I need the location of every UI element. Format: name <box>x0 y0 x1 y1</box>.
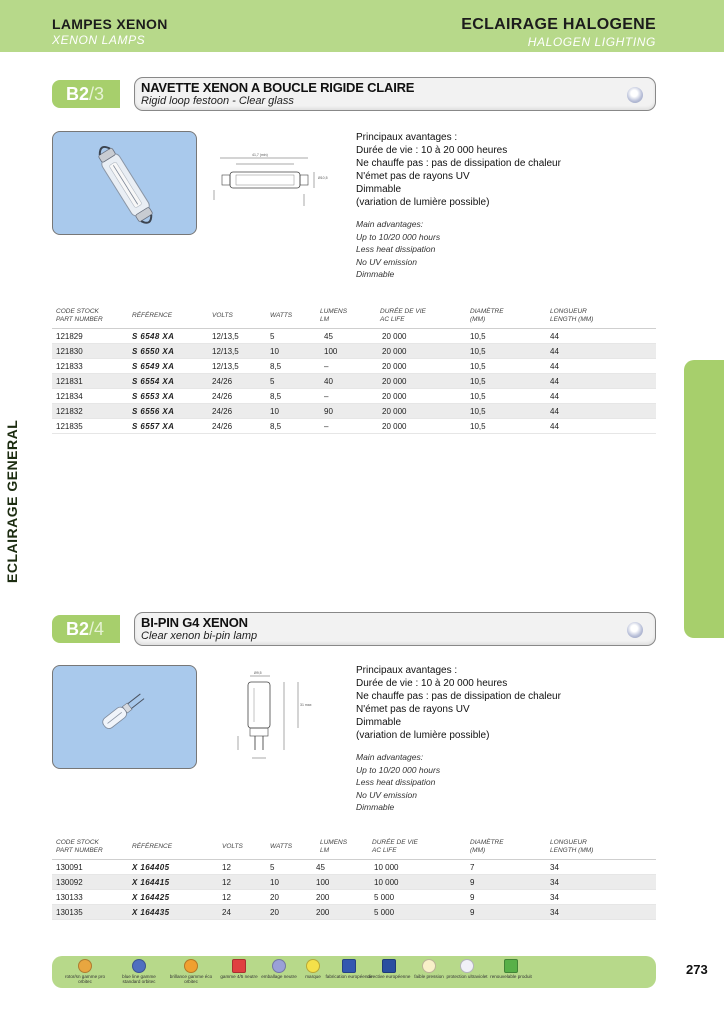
col-code-stock <box>56 308 103 324</box>
table-cell: 44 <box>550 422 559 431</box>
feature-fr: N'émet pas de rayons UV <box>356 171 470 182</box>
table-cell: 12/13,5 <box>212 347 239 356</box>
feature-en: Dimmable <box>356 269 395 279</box>
table-cell: X 164415 <box>132 878 170 887</box>
table-cell: 130092 <box>56 878 83 887</box>
features-en <box>356 218 561 281</box>
col-mm-label: (MM) <box>470 316 486 323</box>
section-code <box>52 80 120 108</box>
brand-icon <box>306 959 320 973</box>
table-cell: 10,5 <box>470 392 486 401</box>
col-longueur-label: LONGUEUR <box>550 308 587 315</box>
table-cell: 10,5 <box>470 347 486 356</box>
side-category-tab <box>684 360 724 638</box>
table-cell: 44 <box>550 347 559 356</box>
table-cell: 10,5 <box>470 422 486 431</box>
header-right <box>461 16 656 49</box>
col-diametre <box>470 308 504 324</box>
blue-line-icon <box>132 959 146 973</box>
feature-en: Dimmable <box>356 802 395 812</box>
section-code-number: /3 <box>89 84 105 104</box>
table-cell: – <box>324 362 329 371</box>
col-duree-label: DURÉE DE VIE <box>380 308 426 315</box>
sun-icon <box>78 959 92 973</box>
col-mm-label: (MM) <box>470 847 486 854</box>
col-ac-life-label: AC LIFE <box>372 847 397 854</box>
section-b2-4-features <box>356 664 561 814</box>
section-subtitle: Rigid loop festoon - Clear glass <box>141 95 294 107</box>
table-cell: 121831 <box>56 377 83 386</box>
table-cell: 10,5 <box>470 362 486 371</box>
table-cell: 9 <box>470 893 475 902</box>
col-code-stock-label: CODE STOCK <box>56 308 99 315</box>
table-cell: 20 000 <box>382 392 407 401</box>
brillance-icon <box>184 959 198 973</box>
table-cell: 121832 <box>56 407 83 416</box>
table-cell: 24/26 <box>212 377 233 386</box>
legend-item <box>442 959 492 979</box>
technical-drawing-icon <box>206 150 336 212</box>
table-cell: 24 <box>222 908 231 917</box>
table-cell: 34 <box>550 908 559 917</box>
table-cell: 130091 <box>56 863 83 872</box>
table-cell: 34 <box>550 878 559 887</box>
feature-en: Up to 10/20 000 hours <box>356 231 441 242</box>
col-reference: RÉFÉRENCE <box>132 312 173 319</box>
col-longueur <box>550 839 593 855</box>
col-lm-label: LM <box>320 316 330 323</box>
table-row <box>52 875 656 890</box>
section-b2-3-title-bar <box>52 77 656 111</box>
feature-fr: (variation de lumière possible) <box>356 730 490 741</box>
table-b2-3 <box>52 307 656 434</box>
col-reference: RÉFÉRENCE <box>132 843 173 850</box>
table-cell: 20 000 <box>382 377 407 386</box>
header-left-subtitle: XENON LAMPS <box>52 33 146 47</box>
table-cell: 20 000 <box>382 407 407 416</box>
recycle-icon <box>504 959 518 973</box>
table-cell: X 164425 <box>132 893 170 902</box>
legend-label: marque <box>305 974 321 979</box>
legend-item <box>114 959 164 984</box>
table-cell: – <box>324 392 329 401</box>
col-lumens <box>320 308 347 324</box>
table-cell: 130135 <box>56 908 83 917</box>
table-cell: S 6550 XA <box>132 347 175 356</box>
col-lm-label: LM <box>320 847 330 854</box>
low-pressure-icon <box>422 959 436 973</box>
side-category-text <box>4 383 34 583</box>
festoon-dimension-drawing <box>206 150 336 217</box>
table-cell: 9 <box>470 878 475 887</box>
bipin-lamp-photo <box>52 665 197 769</box>
table-cell: 10 000 <box>374 878 399 887</box>
table-cell: 44 <box>550 377 559 386</box>
table-cell: 121829 <box>56 332 83 341</box>
festoon-lamp-icon <box>53 132 197 235</box>
legend-item <box>60 959 110 984</box>
table-cell: 44 <box>550 362 559 371</box>
feature-en: Up to 10/20 000 hours <box>356 764 441 775</box>
table-cell: 5 <box>270 377 275 386</box>
side-category-subtitle: GENERAL LIGHTING <box>20 456 34 583</box>
legend-label: gamme 4/5 neutre <box>220 974 258 979</box>
feature-fr: Durée de vie : 10 à 20 000 heures <box>356 145 508 156</box>
section-code-number: /4 <box>89 619 105 639</box>
legend-label: emballage neutre <box>261 974 297 979</box>
table-cell: 121834 <box>56 392 83 401</box>
feature-fr: Dimmable <box>356 184 402 195</box>
table-row <box>52 905 656 920</box>
table-cell: 10 000 <box>374 863 399 872</box>
table-body <box>52 860 656 920</box>
feature-fr: (variation de lumière possible) <box>356 197 490 208</box>
section-subtitle: Clear xenon bi-pin lamp <box>141 630 258 642</box>
section-code-prefix: B2 <box>66 84 90 104</box>
table-cell: 24/26 <box>212 422 233 431</box>
table-row <box>52 329 656 344</box>
table-cell: 45 <box>316 863 325 872</box>
table-cell: – <box>324 422 329 431</box>
table-cell: 10,5 <box>470 407 486 416</box>
feature-fr: Principaux avantages : <box>356 132 458 143</box>
table-cell: S 6553 XA <box>132 392 175 401</box>
table-cell: S 6549 XA <box>132 362 175 371</box>
header-right-subtitle: HALOGEN LIGHTING <box>527 35 656 49</box>
table-cell: 24/26 <box>212 392 233 401</box>
legend-label: blue line gamme standard orbitec <box>122 974 156 984</box>
table-cell: 12/13,5 <box>212 332 239 341</box>
col-volts: VOLTS <box>212 312 233 319</box>
legend-label: directive européenne <box>367 974 411 979</box>
package-icon <box>272 959 286 973</box>
col-part-number-label: PART NUMBER <box>56 847 103 854</box>
feature-fr: Durée de vie : 10 à 20 000 heures <box>356 678 508 689</box>
feature-en: Main advantages: <box>356 752 424 762</box>
table-cell: 90 <box>324 407 333 416</box>
table-cell: 9 <box>470 908 475 917</box>
table-cell: 121833 <box>56 362 83 371</box>
table-cell: 100 <box>316 878 330 887</box>
legend-bar <box>52 956 656 988</box>
lamp-dot-icon <box>627 622 643 638</box>
festoon-lamp-photo <box>52 131 197 235</box>
section-b2-3-features <box>356 131 561 281</box>
table-row <box>52 419 656 434</box>
table-cell: 8,5 <box>270 422 282 431</box>
feature-en: Less heat dissipation <box>356 244 436 254</box>
table-cell: 121830 <box>56 347 83 356</box>
col-duree-label: DURÉE DE VIE <box>372 839 418 846</box>
table-cell: 10 <box>270 407 279 416</box>
table-cell: 200 <box>316 893 330 902</box>
table-cell: 45 <box>324 332 333 341</box>
table-cell: X 164435 <box>132 908 170 917</box>
table-row <box>52 344 656 359</box>
table-cell: S 6554 XA <box>132 377 175 386</box>
section-title: NAVETTE XENON A BOUCLE RIGIDE CLAIRE <box>141 80 415 95</box>
section-b2-4-title-bar <box>52 612 656 646</box>
feature-en: Less heat dissipation <box>356 777 436 787</box>
col-longueur <box>550 308 593 324</box>
table-cell: 12 <box>222 863 231 872</box>
table-cell: 20 000 <box>382 362 407 371</box>
feature-fr: Ne chauffe pas : pas de dissipation de chaleur <box>356 158 561 169</box>
page-header <box>0 0 724 52</box>
svg-text:41,7 (min): 41,7 (min) <box>252 153 268 157</box>
technical-drawing-icon <box>226 668 326 772</box>
col-diametre <box>470 839 504 855</box>
feature-en: No UV emission <box>356 789 417 800</box>
col-lumens-label: LUMENS <box>320 839 348 846</box>
col-longueur-label: LONGUEUR <box>550 839 587 846</box>
header-left-title: LAMPES XENON <box>52 16 168 32</box>
table-cell: 44 <box>550 392 559 401</box>
svg-text:31 max: 31 max <box>300 703 312 707</box>
legend-label: faible pression <box>414 974 444 979</box>
table-cell: 20 000 <box>382 422 407 431</box>
table-row <box>52 359 656 374</box>
col-code-stock <box>56 839 103 855</box>
table-cell: X 164405 <box>132 863 170 872</box>
legend-item <box>486 959 536 979</box>
legend-item <box>166 959 216 984</box>
legend-label: renouvelable produit <box>490 974 532 979</box>
table-cell: 5 000 <box>374 893 395 902</box>
table-cell: 44 <box>550 407 559 416</box>
table-cell: 5 000 <box>374 908 395 917</box>
col-duree <box>380 308 426 324</box>
legend-label: fabrication européenne <box>325 974 373 979</box>
side-category-title: ECLAIRAGE GENERAL <box>4 419 20 583</box>
feature-en: No UV emission <box>356 256 417 267</box>
col-code-stock-label: CODE STOCK <box>56 839 99 846</box>
table-cell: 10 <box>270 347 279 356</box>
col-watts: WATTS <box>270 843 293 850</box>
section-title-box <box>134 612 656 646</box>
uv-protection-icon <box>460 959 474 973</box>
table-cell: S 6548 XA <box>132 332 175 341</box>
table-cell: 24/26 <box>212 407 233 416</box>
table-cell: 8,5 <box>270 362 282 371</box>
table-cell: 10,5 <box>470 377 486 386</box>
table-cell: 34 <box>550 863 559 872</box>
feature-fr: N'émet pas de rayons UV <box>356 704 470 715</box>
header-left <box>52 16 168 47</box>
feature-en: Main advantages: <box>356 219 424 229</box>
bipin-lamp-icon <box>53 666 197 769</box>
table-cell: 100 <box>324 347 338 356</box>
table-cell: 12/13,5 <box>212 362 239 371</box>
table-cell: 20 <box>270 908 279 917</box>
col-ac-life-label: AC LIFE <box>380 316 405 323</box>
col-volts: VOLTS <box>222 843 243 850</box>
table-row <box>52 890 656 905</box>
table-cell: 10,5 <box>470 332 486 341</box>
table-cell: 34 <box>550 893 559 902</box>
section-title-box <box>134 77 656 111</box>
bipin-dimension-drawing <box>226 668 326 777</box>
lamp-dot-icon <box>627 87 643 103</box>
svg-text:Ø10,5: Ø10,5 <box>318 176 328 180</box>
col-diametre-label: DIAMÈTRE <box>470 308 504 315</box>
legend-label: protection ultraviolet <box>446 974 488 979</box>
col-watts: WATTS <box>270 312 293 319</box>
table-cell: 10 <box>270 878 279 887</box>
table-cell: 121835 <box>56 422 83 431</box>
table-cell: 200 <box>316 908 330 917</box>
col-diametre-label: DIAMÈTRE <box>470 839 504 846</box>
legend-label: brillance gamme éco orbitec <box>169 974 213 984</box>
table-cell: S 6557 XA <box>132 422 175 431</box>
table-body <box>52 329 656 434</box>
col-length-label: LENGTH (MM) <box>550 316 594 323</box>
section-code <box>52 615 120 643</box>
section-title: BI-PIN G4 XENON <box>141 615 248 630</box>
page-number: 273 <box>686 962 708 977</box>
col-length-label: LENGTH (MM) <box>550 847 594 854</box>
table-cell: 8,5 <box>270 392 282 401</box>
table-row <box>52 389 656 404</box>
directive-icon <box>382 959 396 973</box>
table-cell: 20 <box>270 893 279 902</box>
table-cell: 20 000 <box>382 332 407 341</box>
table-header <box>52 838 656 860</box>
table-cell: 5 <box>270 332 275 341</box>
header-right-title: ECLAIRAGE HALOGENE <box>461 16 656 33</box>
table-row <box>52 374 656 389</box>
table-row <box>52 404 656 419</box>
feature-fr: Ne chauffe pas : pas de dissipation de chaleur <box>356 691 561 702</box>
table-header <box>52 307 656 329</box>
table-cell: 40 <box>324 377 333 386</box>
legend-label: rotor/sn gamme pro orbitec <box>64 974 106 984</box>
col-lumens-label: LUMENS <box>320 308 348 315</box>
svg-text:Ø9,5: Ø9,5 <box>254 671 262 675</box>
europe-icon <box>342 959 356 973</box>
table-cell: 12 <box>222 878 231 887</box>
table-row <box>52 860 656 875</box>
eco-badge-icon <box>232 959 246 973</box>
table-cell: 44 <box>550 332 559 341</box>
table-cell: 20 000 <box>382 347 407 356</box>
features-en <box>356 751 561 814</box>
col-duree <box>372 839 418 855</box>
table-cell: 5 <box>270 863 275 872</box>
table-cell: S 6556 XA <box>132 407 175 416</box>
table-cell: 130133 <box>56 893 83 902</box>
table-cell: 7 <box>470 863 475 872</box>
col-lumens <box>320 839 347 855</box>
section-code-prefix: B2 <box>66 619 90 639</box>
table-b2-4 <box>52 838 656 920</box>
feature-fr: Dimmable <box>356 717 402 728</box>
col-part-number-label: PART NUMBER <box>56 316 103 323</box>
table-cell: 12 <box>222 893 231 902</box>
feature-fr: Principaux avantages : <box>356 665 458 676</box>
